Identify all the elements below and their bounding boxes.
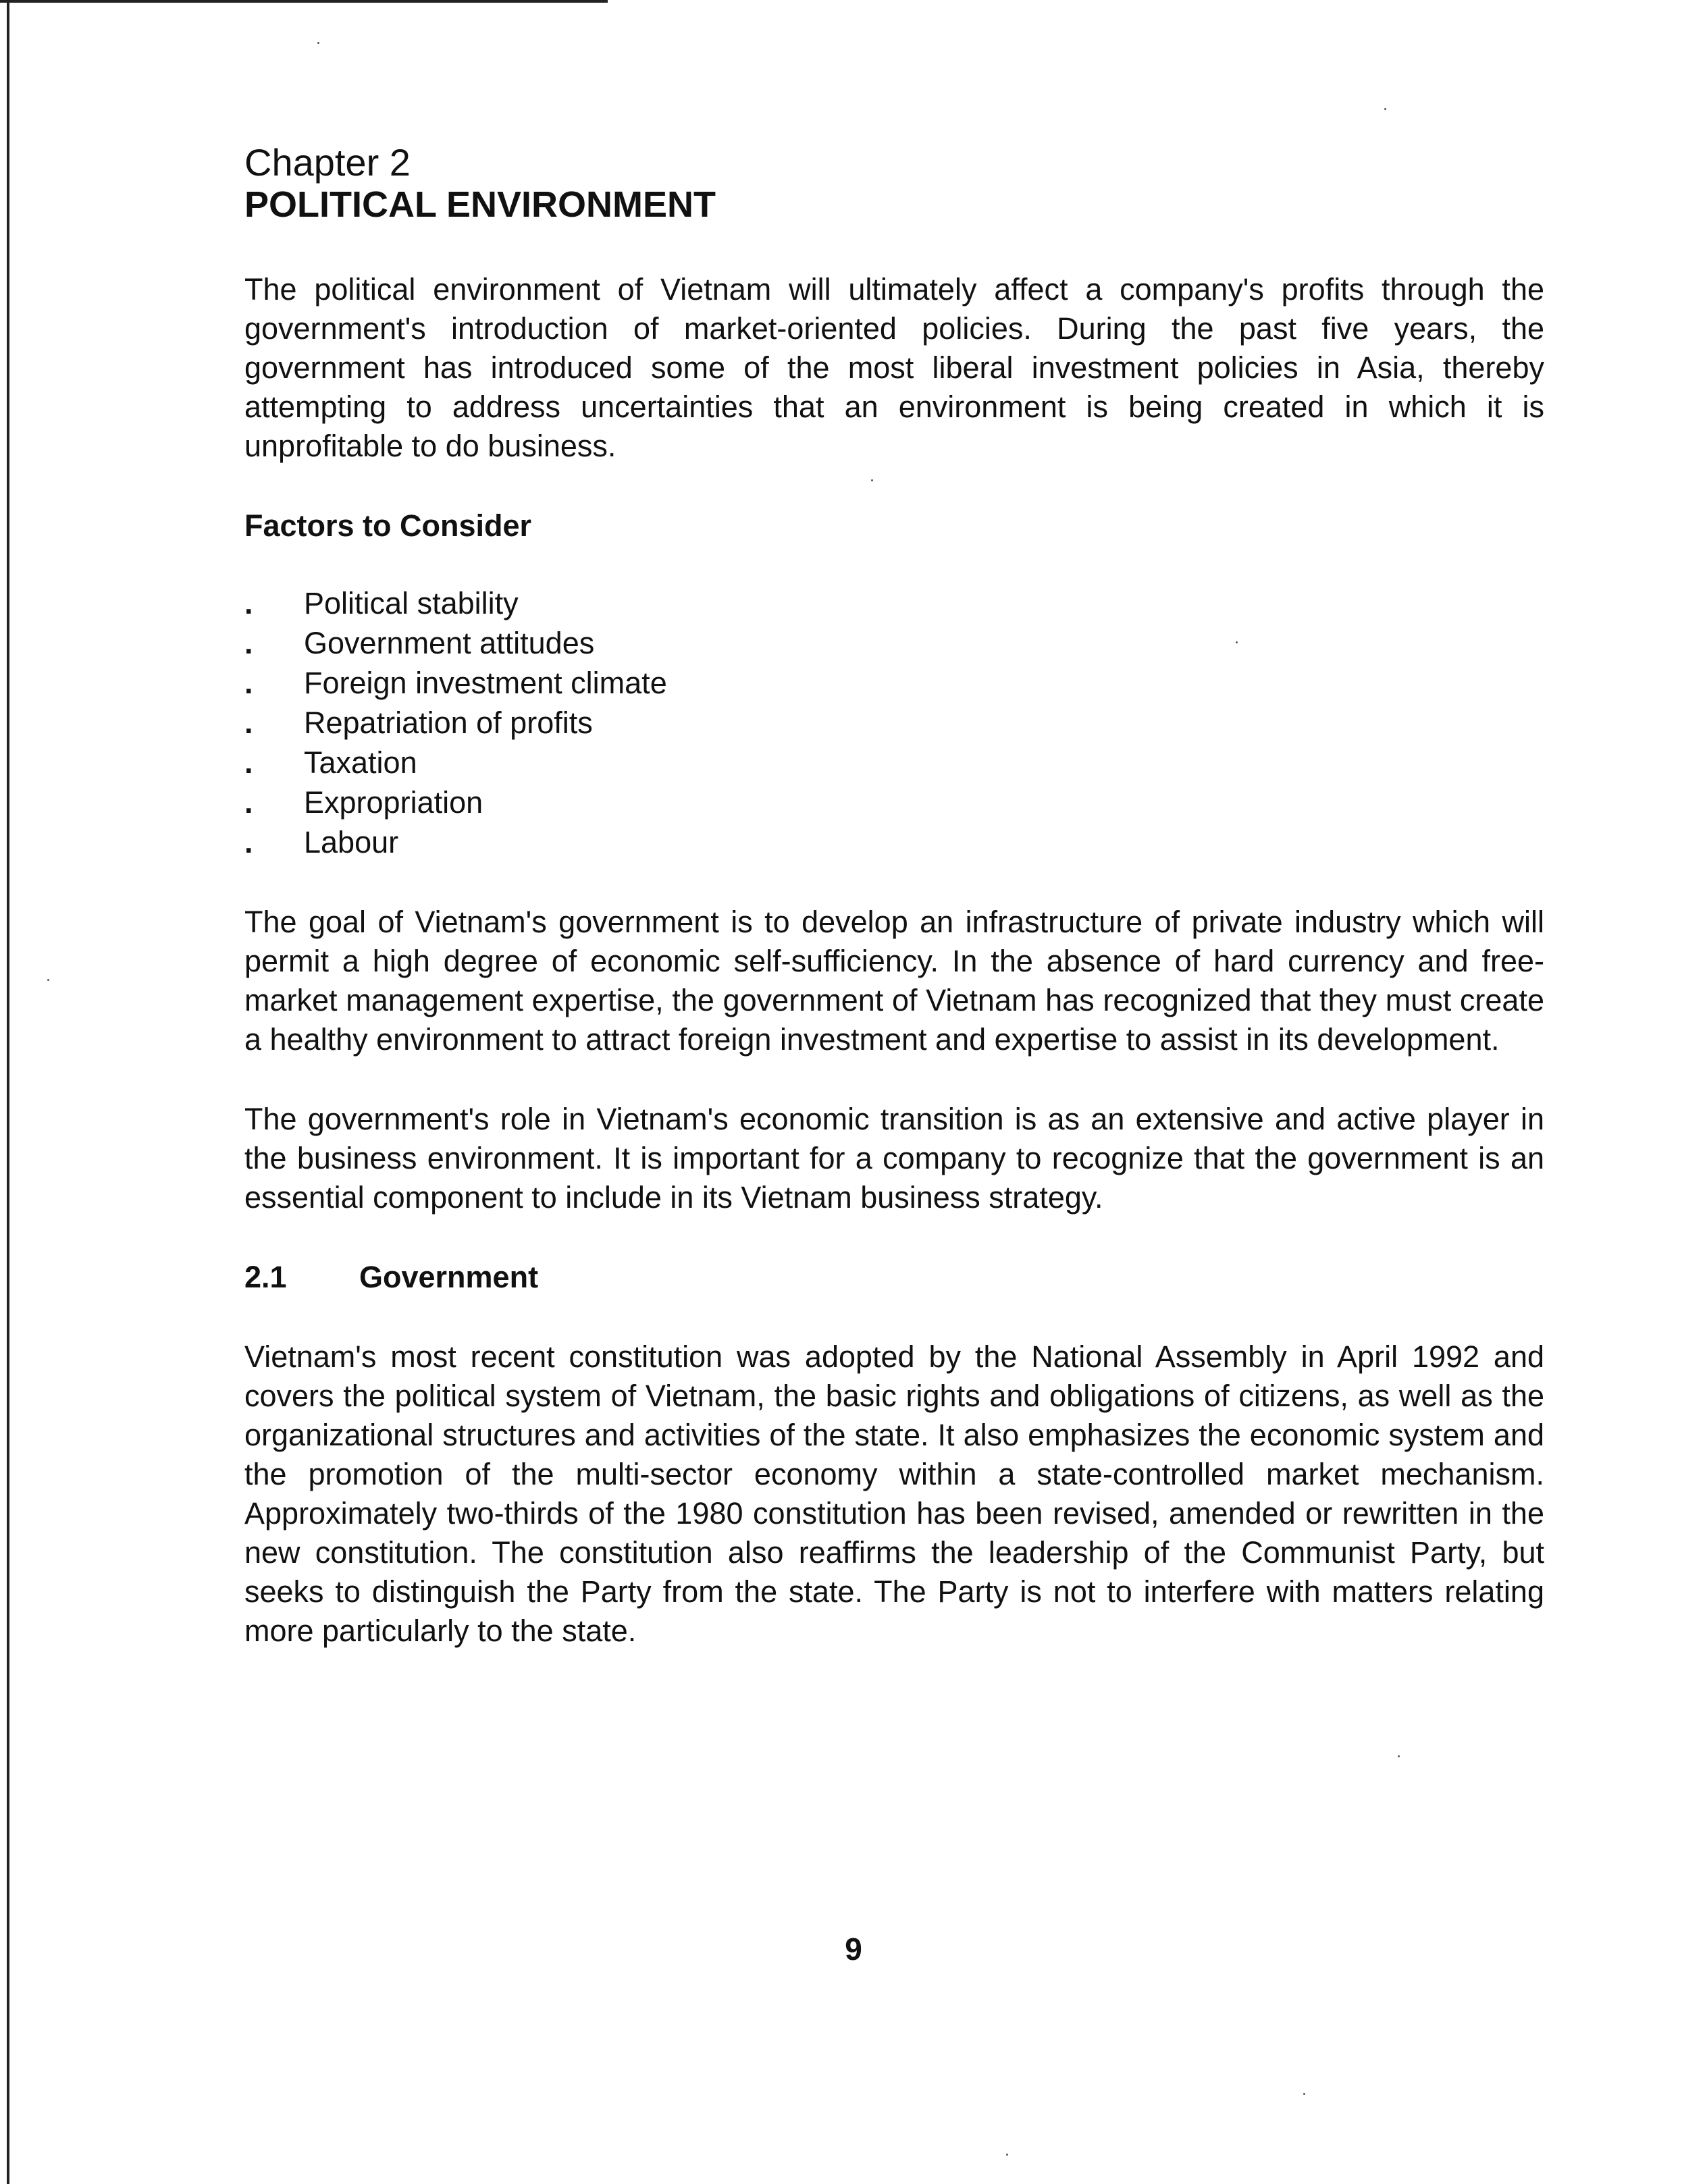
list-item: . Repatriation of profits: [244, 703, 1544, 743]
scan-speck: [871, 479, 873, 481]
bullet: .: [244, 586, 253, 620]
document-page: [244, 142, 1544, 1691]
bullet: .: [244, 785, 253, 820]
intro-paragraph: The political environment of Vietnam will ultimately affect a company's profits through the government's introduction of market-oriented policies. During the past five years, the government has introduced some of the most liberal investment policies in Asia, thereby attempting to address uncertainties that an environment is being created in which it is unprofitable to do business.: [244, 272, 1544, 463]
list-item: . Political stability: [244, 583, 1544, 623]
government-paragraph: Vietnam's most recent constitution was adopted by the National Assembly in April 1992 and covers the political system of Vietnam, the basic rights and obligations of citizens, as well as the organizational structures and activities of the state. It also emphasizes the economic system and the promotion of the multi-sector economy within a state-controlled market mechanism. Approximately two-thirds of the 1980 constitution has been revised, amended or rewritten in the new constitution. The constitution also reaffirms the leadership of the Communist Party, but seeks to distinguish the Party from the state. The Party is not to interfere with matters relating more particularly to the state.: [244, 1339, 1544, 1648]
scan-edge-top: [0, 0, 608, 3]
scan-speck: [1006, 2154, 1008, 2156]
list-item: . Foreign investment climate: [244, 663, 1544, 703]
scan-speck: [1303, 2093, 1305, 2095]
section-title: Government: [359, 1260, 539, 1294]
scan-speck: [47, 979, 49, 981]
chapter-label: Chapter 2: [244, 141, 411, 184]
section-number: 2.1: [244, 1260, 287, 1294]
factors-heading: Factors to Consider: [244, 508, 532, 543]
scan-speck: [1384, 108, 1386, 110]
role-paragraph: The government's role in Vietnam's economic transition is as an extensive and active player in the business environment. It is important for a company to recognize that the government is an essential component to include in its Vietnam business strategy.: [244, 1102, 1544, 1215]
chapter-title: POLITICAL ENVIRONMENT: [244, 184, 716, 225]
bullet: .: [244, 745, 253, 780]
scan-speck: [1236, 641, 1238, 643]
list-item: . Taxation: [244, 743, 1544, 782]
bullet: .: [244, 626, 253, 660]
bullet: .: [244, 825, 253, 859]
scan-edge-left: [7, 0, 9, 2184]
bullet: .: [244, 666, 253, 700]
list-item: . Labour: [244, 822, 1544, 862]
chapter-heading: [244, 142, 1544, 225]
factors-list: [244, 583, 1544, 862]
goal-paragraph: The goal of Vietnam's government is to develop an infrastructure of private industry which will permit a high degree of economic self-sufficiency. In the absence of hard currency and free-market management expertise, the government of Vietnam has recognized that they must create a healthy environment to attract foreign investment and expertise to assist in its development.: [244, 905, 1544, 1057]
scan-speck: [1398, 1755, 1400, 1757]
section-heading: [244, 1258, 1544, 1297]
list-item: . Expropriation: [244, 782, 1544, 822]
list-item: . Government attitudes: [244, 623, 1544, 663]
bullet: .: [244, 705, 253, 740]
page-number: 9: [845, 1932, 862, 1967]
scan-speck: [317, 42, 319, 44]
